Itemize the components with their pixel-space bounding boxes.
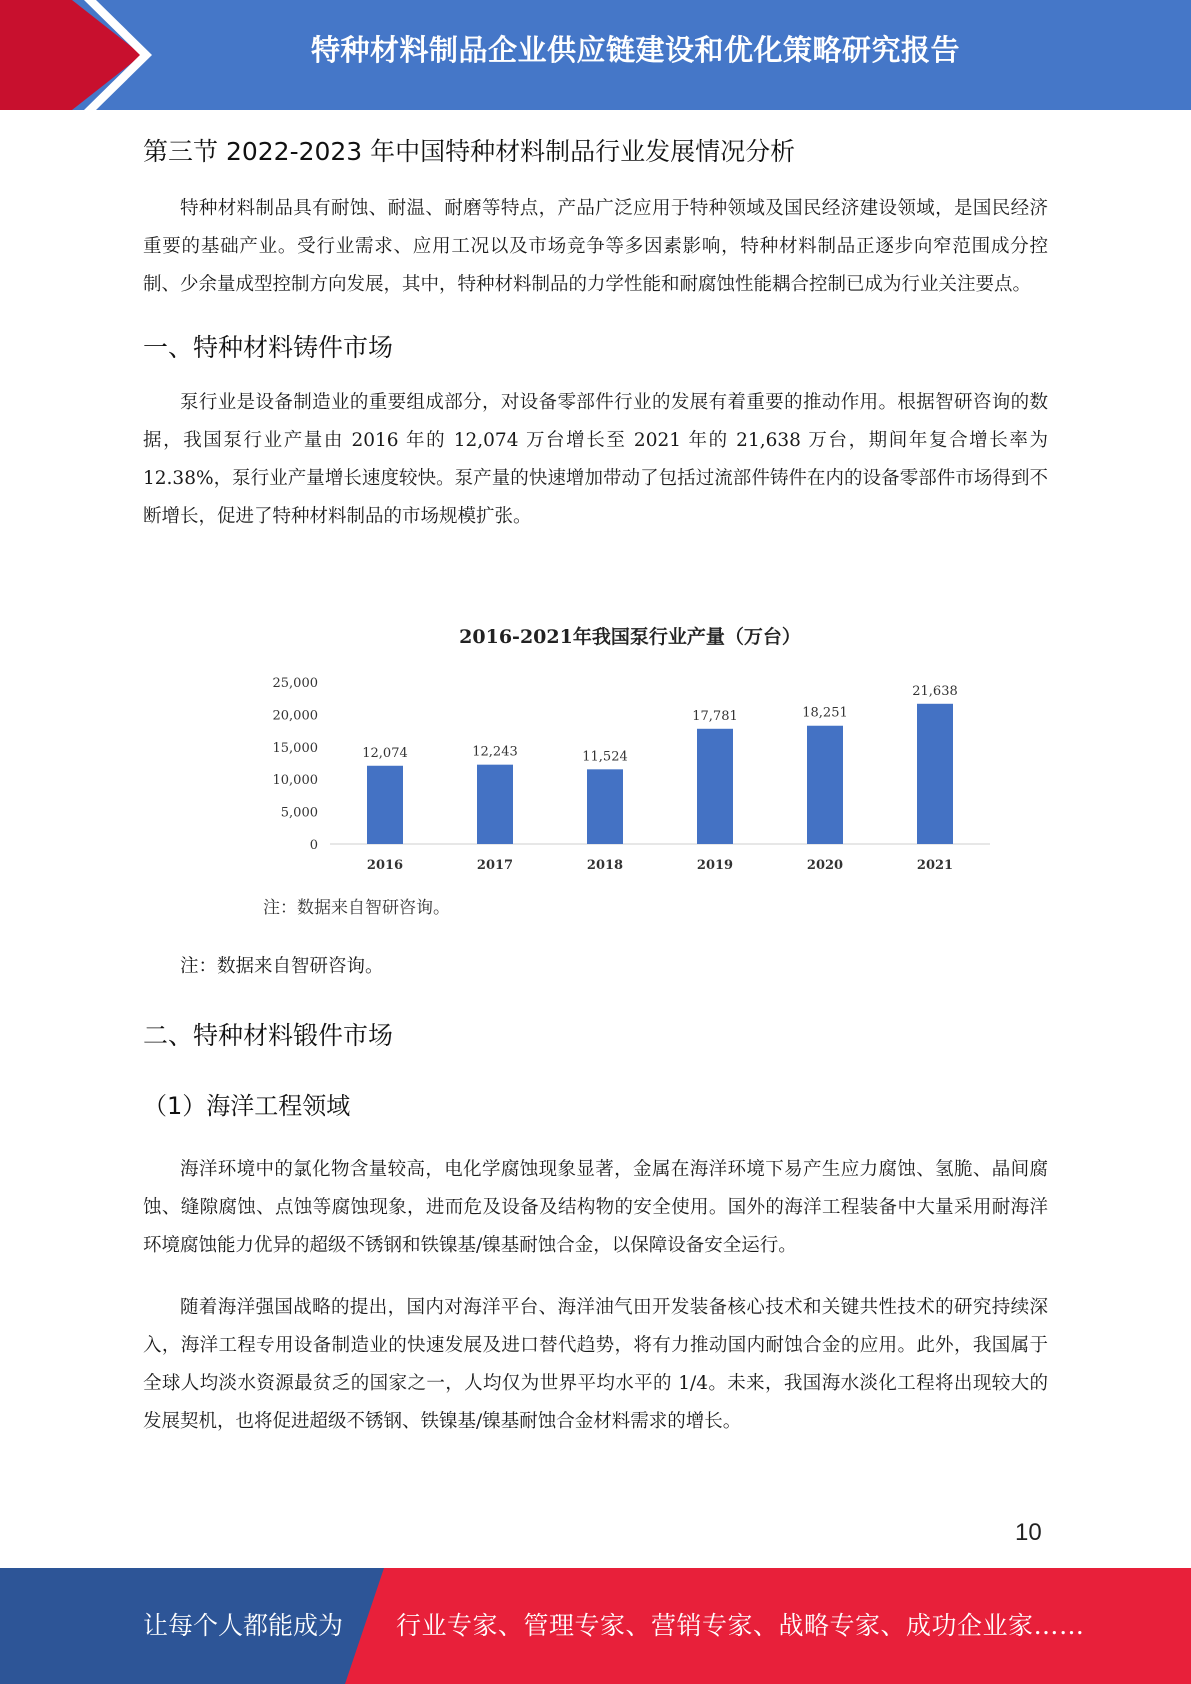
y-tick-label: 10,000	[272, 773, 318, 789]
marine-paragraph-1: 海洋环境中的氯化物含量较高，电化学腐蚀现象显著，金属在海洋环境下易产生应力腐蚀、氢脆、晶间腐蚀、缝隙腐蚀、点蚀等腐蚀现象，进而危及设备及结构物的安全使用。国外的海洋工程装备中大量采用耐海洋环境腐蚀能力优异的超级不锈钢和铁镍基/镍基耐蚀合金，以保障设备安全运行。	[143, 1159, 1048, 1256]
chart-source-note: 注：数据来自智研咨询。	[263, 898, 450, 918]
forging-heading: 二、特种材料锻件市场	[143, 1021, 394, 1050]
casting-paragraph: 泵行业是设备制造业的重要组成部分，对设备零部件行业的发展有着重要的推动作用。根据智研咨询的数据，我国泵行业产量由 2016 年的 12,074 万台增长至 2021 年的 21,638 万台，期间年复合增长率为 12.38%，泵行业产量增长速度较快。泵产量的快速增加带动了包括过流部件铸件在内的设备零部件市场得到不断增长，促进了特种材料制品的市场规模扩张。	[143, 392, 1048, 527]
source-note: 注：数据来自智研咨询。	[180, 956, 384, 977]
data-label-2019: 17,781	[692, 708, 738, 724]
y-tick-label: 15,000	[272, 740, 318, 756]
x-tick-label-2019: 2019	[696, 858, 734, 873]
footer-slogan-left: 让每个人都能成为	[143, 1611, 344, 1640]
x-tick-label-2021: 2021	[916, 858, 954, 873]
bar-2019	[697, 729, 733, 844]
page-content	[143, 122, 1048, 536]
y-tick-label: 5,000	[280, 805, 318, 821]
bar-2016	[367, 766, 403, 844]
intro-paragraph: 特种材料制品具有耐蚀、耐温、耐磨等特点，产品广泛应用于特种领域及国民经济建设领域，是国民经济重要的基础产业。受行业需求、应用工况以及市场竞争等多因素影响，特种材料制品正逐步向窄范围成分控制、少余量成型控制方向发展，其中，特种材料制品的力学性能和耐腐蚀性能耦合控制已成为行业关注要点。	[143, 198, 1048, 295]
section-title: 第三节 2022-2023 年中国特种材料制品行业发展情况分析	[143, 137, 796, 166]
x-tick-label-2016: 2016	[366, 858, 404, 873]
casting-heading: 一、特种材料铸件市场	[143, 333, 394, 362]
chart-title: 2016-2021年我国泵行业产量（万台）	[459, 626, 801, 648]
report-title: 特种材料制品企业供应链建设和优化策略研究报告	[310, 33, 960, 67]
data-label-2020: 18,251	[802, 705, 848, 721]
y-tick-label: 20,000	[272, 708, 318, 724]
data-label-2017: 12,243	[472, 744, 518, 760]
footer-slogan-right: 行业专家、管理专家、营销专家、战略专家、成功企业家……	[396, 1611, 1085, 1640]
data-label-2018: 11,524	[582, 749, 628, 765]
bar-2018	[587, 769, 623, 844]
chart-canvas	[250, 662, 1010, 922]
x-tick-label-2017: 2017	[476, 858, 514, 873]
page-number: 10	[1015, 1519, 1042, 1546]
bar-2017	[477, 765, 513, 844]
y-tick-label: 25,000	[272, 676, 318, 691]
pump-output-chart	[250, 622, 1010, 922]
bar-2020	[807, 726, 843, 844]
data-label-2021: 21,638	[912, 683, 958, 699]
data-label-2016: 12,074	[362, 745, 408, 761]
y-tick-label: 0	[309, 838, 318, 853]
page-content-lower	[143, 952, 1048, 1441]
marine-subheading: （1）海洋工程领域	[143, 1092, 351, 1120]
x-tick-label-2018: 2018	[586, 858, 624, 873]
x-tick-label-2020: 2020	[806, 858, 844, 873]
page-header	[0, 0, 1191, 110]
marine-paragraph-2: 随着海洋强国战略的提出，国内对海洋平台、海洋油气田开发装备核心技术和关键共性技术的研究持续深入，海洋工程专用设备制造业的快速发展及进口替代趋势，将有力推动国内耐蚀合金的应用。此外，我国属于全球人均淡水资源最贫乏的国家之一，人均仅为世界平均水平的 1/4。未来，我国海水淡化工程将出现较大的发展契机，也将促进超级不锈钢、铁镍基/镍基耐蚀合金材料需求的增长。	[143, 1297, 1048, 1432]
page-footer	[0, 1568, 1191, 1684]
bar-2021	[917, 704, 953, 844]
